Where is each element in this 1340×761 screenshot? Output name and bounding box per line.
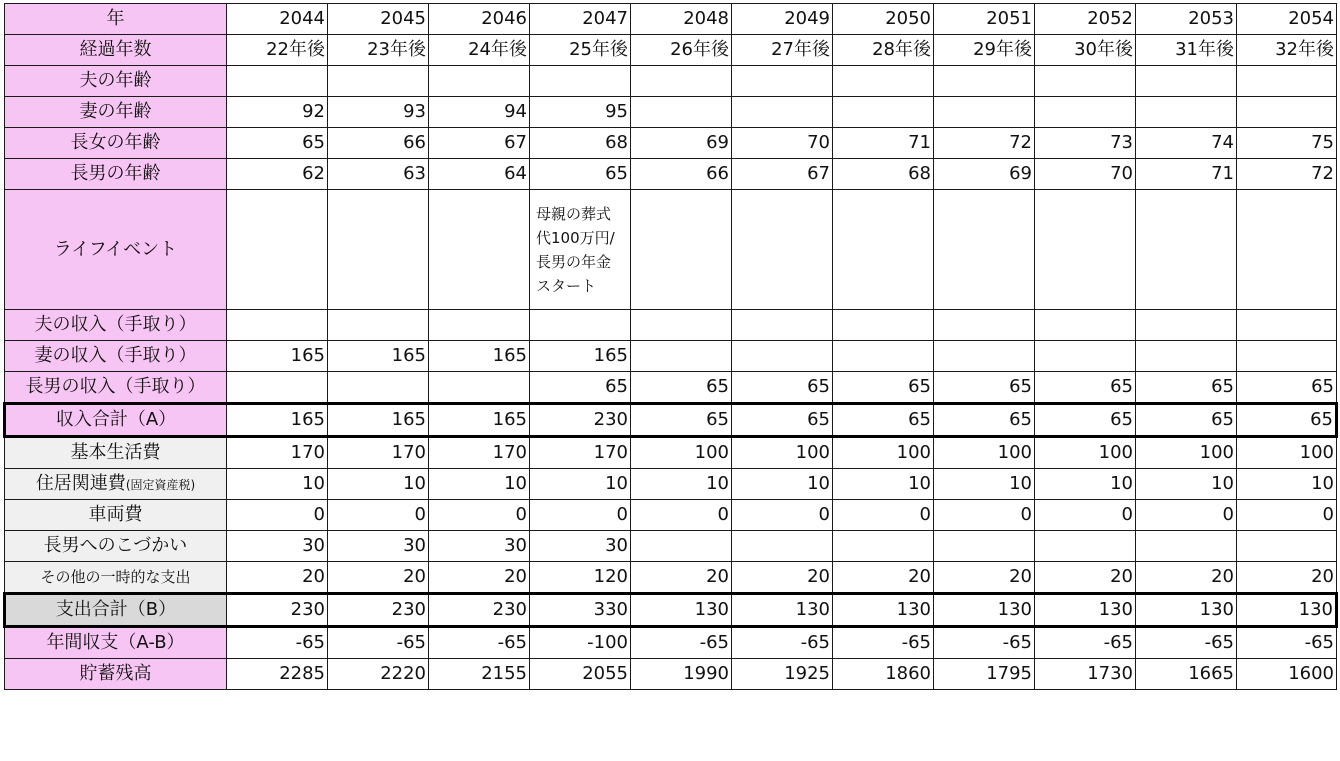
table-cell [227, 190, 328, 310]
table-cell: 74 [1136, 128, 1237, 159]
table-cell: 2045 [328, 4, 429, 35]
row-label [5, 159, 227, 190]
expense-total-row [5, 594, 1337, 627]
annual-balance-row [5, 627, 1337, 659]
table-cell: -65 [1136, 627, 1237, 659]
table-cell [1237, 97, 1337, 128]
other-temporary-expense-row [5, 562, 1337, 594]
table-cell [1136, 190, 1237, 310]
table-cell: 100 [1035, 437, 1136, 469]
table-cell [227, 66, 328, 97]
table-cell: -65 [631, 627, 732, 659]
table-cell: 28年後 [833, 35, 934, 66]
table-cell [732, 341, 833, 372]
savings-balance-row [5, 659, 1337, 690]
table-cell [1237, 66, 1337, 97]
table-cell [530, 310, 631, 341]
table-cell: 65 [530, 372, 631, 404]
elapsed-years-row [5, 35, 1337, 66]
table-cell [429, 372, 530, 404]
table-cell: 0 [934, 500, 1035, 531]
table-cell [1035, 310, 1136, 341]
table-cell: 0 [328, 500, 429, 531]
table-cell: 20 [328, 562, 429, 594]
table-cell: 100 [631, 437, 732, 469]
row-label [5, 66, 227, 97]
husband-income-row [5, 310, 1337, 341]
table-cell: 63 [328, 159, 429, 190]
table-cell: 30 [429, 531, 530, 562]
row-label-text: ライフイベント [53, 238, 178, 260]
table-cell: 22年後 [227, 35, 328, 66]
table-cell: 1730 [1035, 659, 1136, 690]
table-cell: 130 [833, 594, 934, 627]
row-label [5, 341, 227, 372]
table-cell [1237, 190, 1337, 310]
table-cell: 170 [227, 437, 328, 469]
table-cell [429, 66, 530, 97]
row-label-text: 収入合計（A） [55, 409, 177, 430]
cashflow-table [3, 3, 1338, 690]
table-cell: 70 [1035, 159, 1136, 190]
table-cell: 0 [530, 500, 631, 531]
table-cell [1136, 341, 1237, 372]
table-cell [328, 190, 429, 310]
row-label-text: 長女の年齢 [70, 132, 161, 153]
table-cell: 65 [833, 404, 934, 437]
table-cell: 100 [833, 437, 934, 469]
table-cell [1237, 341, 1337, 372]
table-cell: 2055 [530, 659, 631, 690]
table-cell [732, 97, 833, 128]
table-cell [631, 310, 732, 341]
table-cell: 130 [1035, 594, 1136, 627]
table-cell [934, 97, 1035, 128]
table-cell: 20 [631, 562, 732, 594]
table-cell: 67 [732, 159, 833, 190]
table-cell: 2052 [1035, 4, 1136, 35]
cashflow-table-body [5, 4, 1337, 690]
table-cell: 2051 [934, 4, 1035, 35]
table-cell: 10 [1035, 469, 1136, 500]
row-label [5, 4, 227, 35]
table-cell: 27年後 [732, 35, 833, 66]
row-label-text: 貯蓄残高 [79, 663, 152, 684]
table-cell: 67 [429, 128, 530, 159]
table-cell [1035, 341, 1136, 372]
table-cell: 130 [732, 594, 833, 627]
table-cell: 65 [1237, 404, 1337, 437]
basic-living-cost-row [5, 437, 1337, 469]
table-cell: 72 [1237, 159, 1337, 190]
husband-age-row [5, 66, 1337, 97]
table-cell: 92 [227, 97, 328, 128]
table-cell [934, 310, 1035, 341]
table-cell: 2285 [227, 659, 328, 690]
vehicle-cost-row [5, 500, 1337, 531]
table-cell [1136, 66, 1237, 97]
table-cell [1035, 97, 1136, 128]
row-label [5, 404, 227, 437]
table-cell [732, 531, 833, 562]
table-cell: 2053 [1136, 4, 1237, 35]
table-cell [732, 66, 833, 97]
row-label-text: 車両費 [88, 504, 143, 525]
table-cell [631, 97, 732, 128]
eldest-son-income-row [5, 372, 1337, 404]
table-cell: 29年後 [934, 35, 1035, 66]
table-cell: 10 [530, 469, 631, 500]
table-cell: 20 [732, 562, 833, 594]
table-cell [1136, 97, 1237, 128]
table-cell [429, 190, 530, 310]
table-cell: 20 [227, 562, 328, 594]
table-cell: 65 [833, 372, 934, 404]
table-cell [934, 66, 1035, 97]
table-cell [934, 531, 1035, 562]
table-cell: 0 [429, 500, 530, 531]
son-allowance-row [5, 531, 1337, 562]
table-cell: 10 [227, 469, 328, 500]
table-cell: 230 [227, 594, 328, 627]
table-cell: 20 [833, 562, 934, 594]
table-cell: 65 [631, 372, 732, 404]
table-cell [631, 66, 732, 97]
row-label-note: (固定資産税) [125, 478, 196, 492]
table-cell: 30 [530, 531, 631, 562]
table-cell [1237, 310, 1337, 341]
table-cell: 120 [530, 562, 631, 594]
table-cell: 母親の葬式 代100万円/ 長男の年金 スタート [530, 190, 631, 310]
table-cell: 1665 [1136, 659, 1237, 690]
table-cell: 65 [1136, 404, 1237, 437]
row-label [5, 594, 227, 627]
table-cell: 1600 [1237, 659, 1337, 690]
table-cell: 31年後 [1136, 35, 1237, 66]
table-cell: 10 [1136, 469, 1237, 500]
table-cell: -65 [732, 627, 833, 659]
table-cell [833, 97, 934, 128]
table-cell [732, 310, 833, 341]
row-label-text: 長男の収入（手取り） [25, 376, 206, 397]
table-cell [429, 310, 530, 341]
row-label [5, 35, 227, 66]
table-cell: 100 [1237, 437, 1337, 469]
table-cell: -65 [1237, 627, 1337, 659]
table-cell: -65 [934, 627, 1035, 659]
year-row [5, 4, 1337, 35]
table-cell: 10 [934, 469, 1035, 500]
row-label [5, 437, 227, 469]
row-label-text: 基本生活費 [70, 442, 161, 463]
row-label [5, 128, 227, 159]
table-cell [530, 66, 631, 97]
life-event-row [5, 190, 1337, 310]
table-cell [227, 372, 328, 404]
table-cell: -65 [429, 627, 530, 659]
row-label [5, 310, 227, 341]
table-cell: 64 [429, 159, 530, 190]
table-cell: 70 [732, 128, 833, 159]
table-cell: 165 [227, 404, 328, 437]
table-cell: 165 [429, 341, 530, 372]
table-cell: 20 [1035, 562, 1136, 594]
table-cell: 170 [328, 437, 429, 469]
table-cell: 10 [1237, 469, 1337, 500]
table-cell: 25年後 [530, 35, 631, 66]
table-cell: 2050 [833, 4, 934, 35]
table-cell: -100 [530, 627, 631, 659]
row-label [5, 97, 227, 128]
table-cell: 65 [227, 128, 328, 159]
table-cell: 0 [1035, 500, 1136, 531]
table-cell: -65 [833, 627, 934, 659]
table-cell: 2220 [328, 659, 429, 690]
table-cell [631, 341, 732, 372]
table-cell: 20 [429, 562, 530, 594]
table-cell: 30 [328, 531, 429, 562]
table-cell: 130 [1237, 594, 1337, 627]
income-total-row [5, 404, 1337, 437]
table-cell: 23年後 [328, 35, 429, 66]
table-cell: 65 [1237, 372, 1337, 404]
table-cell: 2046 [429, 4, 530, 35]
table-cell: 0 [227, 500, 328, 531]
table-cell: 0 [1136, 500, 1237, 531]
row-label [5, 190, 227, 310]
table-cell: -65 [1035, 627, 1136, 659]
table-cell [1237, 531, 1337, 562]
table-cell: 73 [1035, 128, 1136, 159]
eldest-son-age-row [5, 159, 1337, 190]
row-label-text: 長男へのこづかい [43, 535, 188, 556]
table-cell [328, 372, 429, 404]
cashflow-table-container [3, 3, 1338, 690]
row-label [5, 500, 227, 531]
table-cell: 1925 [732, 659, 833, 690]
table-cell [1035, 66, 1136, 97]
table-cell: 24年後 [429, 35, 530, 66]
row-label-text: 夫の年齢 [79, 70, 152, 91]
row-label-text: 経過年数 [79, 39, 152, 60]
table-cell: 130 [631, 594, 732, 627]
table-cell: 93 [328, 97, 429, 128]
table-cell: 1990 [631, 659, 732, 690]
table-cell: 130 [1136, 594, 1237, 627]
table-cell [934, 190, 1035, 310]
row-label-text: 妻の年齢 [79, 101, 152, 122]
table-cell: 69 [631, 128, 732, 159]
table-cell: 65 [1035, 404, 1136, 437]
table-cell: 69 [934, 159, 1035, 190]
table-cell [227, 310, 328, 341]
table-cell: 170 [530, 437, 631, 469]
row-label [5, 531, 227, 562]
row-label-text: 年間収支（A-B） [46, 632, 185, 653]
table-cell: 71 [1136, 159, 1237, 190]
table-cell: -65 [227, 627, 328, 659]
table-cell: 100 [1136, 437, 1237, 469]
table-cell [1035, 531, 1136, 562]
table-cell: 2054 [1237, 4, 1337, 35]
table-cell: 30 [227, 531, 328, 562]
table-cell: 65 [530, 159, 631, 190]
wife-income-row [5, 341, 1337, 372]
table-cell: 95 [530, 97, 631, 128]
table-cell: 68 [833, 159, 934, 190]
table-cell: 71 [833, 128, 934, 159]
table-cell: 130 [934, 594, 1035, 627]
table-cell: 68 [530, 128, 631, 159]
table-cell: 330 [530, 594, 631, 627]
table-cell: 2048 [631, 4, 732, 35]
row-label-text: 夫の収入（手取り） [34, 314, 197, 335]
table-cell: 0 [833, 500, 934, 531]
table-cell: 65 [732, 372, 833, 404]
table-cell: 75 [1237, 128, 1337, 159]
table-cell: 66 [631, 159, 732, 190]
table-cell: 230 [328, 594, 429, 627]
table-cell: 65 [732, 404, 833, 437]
table-cell: 94 [429, 97, 530, 128]
table-cell [1136, 531, 1237, 562]
table-cell: 2155 [429, 659, 530, 690]
row-label-text: 支出合計（B） [55, 599, 177, 620]
table-cell: 62 [227, 159, 328, 190]
table-cell: 72 [934, 128, 1035, 159]
table-cell: 0 [1237, 500, 1337, 531]
table-cell: 170 [429, 437, 530, 469]
table-cell [732, 190, 833, 310]
table-cell: 66 [328, 128, 429, 159]
table-cell: 165 [328, 341, 429, 372]
table-cell [934, 341, 1035, 372]
housing-cost-row [5, 469, 1337, 500]
table-cell: 26年後 [631, 35, 732, 66]
table-cell: 2047 [530, 4, 631, 35]
table-cell: 165 [530, 341, 631, 372]
row-label [5, 372, 227, 404]
table-cell: 20 [1237, 562, 1337, 594]
table-cell: 1795 [934, 659, 1035, 690]
row-label-text: 長男の年齢 [70, 163, 161, 184]
table-cell [1136, 310, 1237, 341]
table-cell: 65 [934, 404, 1035, 437]
table-cell: 30年後 [1035, 35, 1136, 66]
eldest-daughter-age-row [5, 128, 1337, 159]
table-cell: 32年後 [1237, 35, 1337, 66]
table-cell: 230 [530, 404, 631, 437]
table-cell: 230 [429, 594, 530, 627]
table-cell [1035, 190, 1136, 310]
row-label-text: 年 [106, 8, 125, 29]
table-cell [631, 190, 732, 310]
table-cell: 165 [429, 404, 530, 437]
row-label-text: 住居関連費 [35, 473, 126, 494]
table-cell [833, 341, 934, 372]
row-label-text: その他の一時的な支出 [40, 567, 191, 586]
row-label-text: 妻の収入（手取り） [34, 345, 197, 366]
table-cell: 2044 [227, 4, 328, 35]
table-cell: 0 [732, 500, 833, 531]
table-cell: 65 [1035, 372, 1136, 404]
table-cell: 20 [934, 562, 1035, 594]
table-cell [833, 310, 934, 341]
table-cell: 165 [227, 341, 328, 372]
table-cell [328, 66, 429, 97]
table-cell: 10 [429, 469, 530, 500]
table-cell [631, 531, 732, 562]
table-cell [833, 531, 934, 562]
row-label [5, 627, 227, 659]
row-label [5, 562, 227, 594]
table-cell: 10 [631, 469, 732, 500]
table-cell: 10 [732, 469, 833, 500]
table-cell: 0 [631, 500, 732, 531]
table-cell: 65 [631, 404, 732, 437]
table-cell: 100 [934, 437, 1035, 469]
table-cell: 65 [1136, 372, 1237, 404]
wife-age-row [5, 97, 1337, 128]
row-label [5, 469, 227, 500]
table-cell: 10 [833, 469, 934, 500]
table-cell: 100 [732, 437, 833, 469]
table-cell [833, 66, 934, 97]
table-cell [833, 190, 934, 310]
table-cell: 2049 [732, 4, 833, 35]
table-cell [328, 310, 429, 341]
row-label [5, 659, 227, 690]
table-cell: 20 [1136, 562, 1237, 594]
table-cell: 10 [328, 469, 429, 500]
table-cell: 1860 [833, 659, 934, 690]
table-cell: 65 [934, 372, 1035, 404]
table-cell: 165 [328, 404, 429, 437]
table-cell: -65 [328, 627, 429, 659]
